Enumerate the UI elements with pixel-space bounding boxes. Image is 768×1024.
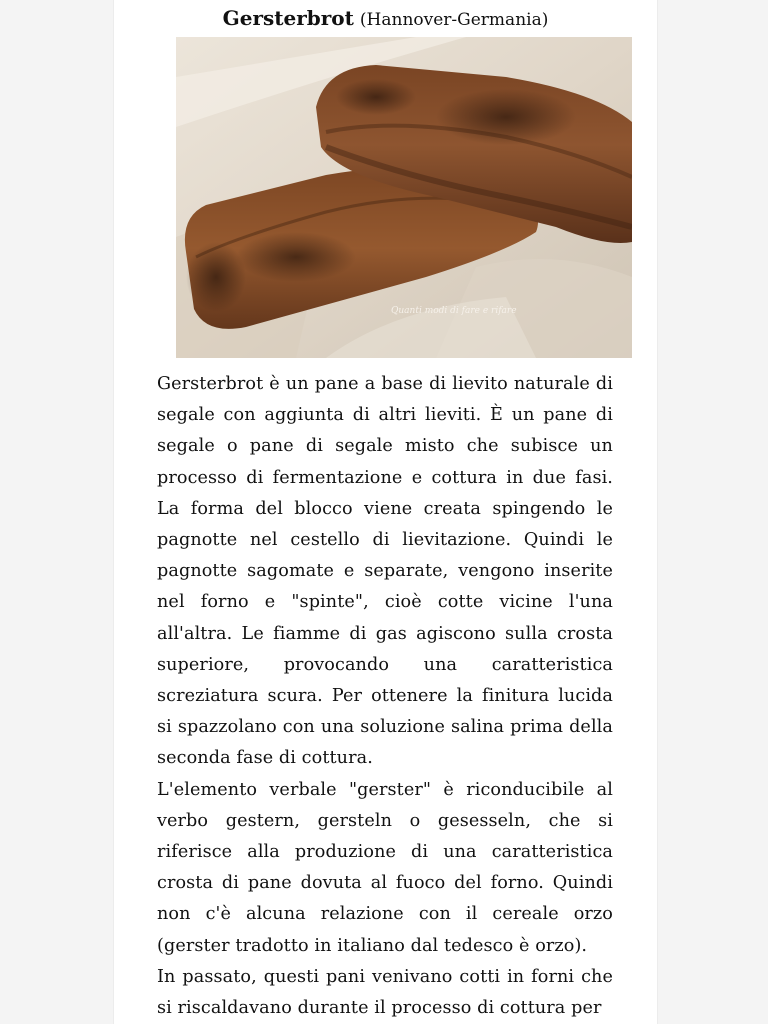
title-main: Gersterbrot xyxy=(222,6,354,30)
title-subtitle: (Hannover-Germania) xyxy=(359,10,549,30)
article-body xyxy=(157,369,613,1024)
paragraph: In passato, questi pani venivano cotti in forni che si riscaldavano durante il processo di cottura per xyxy=(157,966,613,1019)
page-title xyxy=(114,4,657,34)
paragraph: L'elemento verbale "gerster" è riconducibile al verbo gestern, gersteln o gesesseln, che si riferisce alla produzione di una caratteristica crosta di pane dovuta al fuoco del forno. Quindi non c'è alcuna relazione con il cereale orzo (gerster tradotto in italiano dal tedesco è orzo). xyxy=(157,779,613,956)
paragraph: Gersterbrot è un pane a base di lievito naturale di segale con aggiunta di altri lieviti. È un pane di segale o pane di segale misto che subisce un processo di fermentazione e cottura in due fasi. La forma del blocco viene creata spingendo le pagnotte nel cestello di lievitazione. Quindi le pagnotte sagomate e separate, vengono inserite nel forno e "spinte", cioè cotte vicine l'una all'altra. Le fiamme di gas agiscono sulla crosta superiore, provocando una caratteristica screziatura scura. Per ottenere la finitura lucida si spazzolano con una soluzione salina prima della seconda fase di cottura. xyxy=(157,374,613,769)
image-watermark: Quanti modi di fare e rifare xyxy=(391,306,517,316)
bread-photo xyxy=(176,37,632,358)
